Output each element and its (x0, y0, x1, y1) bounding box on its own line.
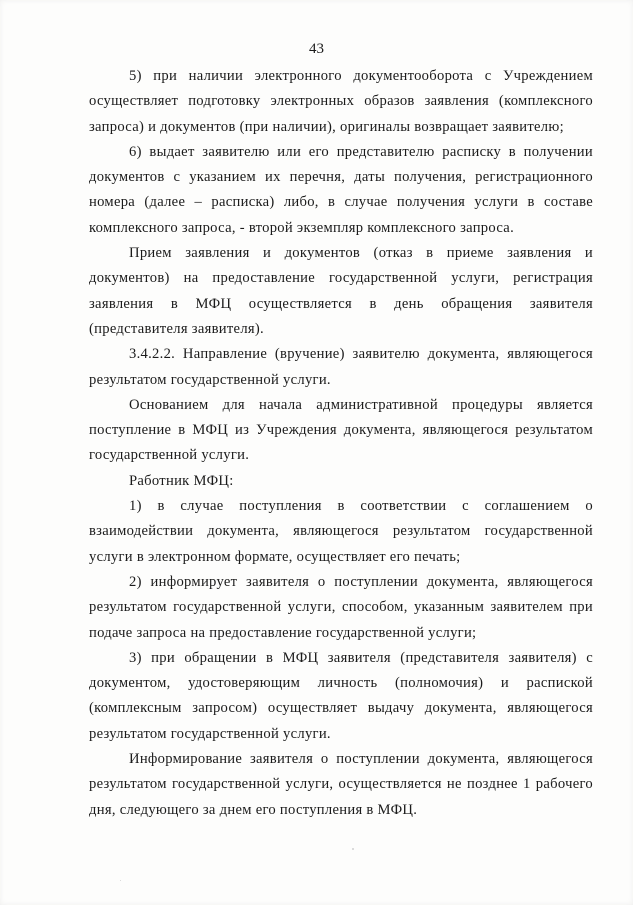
paragraph-informing: Информирование заявителя о поступлении документа, являющегося результатом государственной услуги, осуществляется не позднее 1 рабочего дня, следующего за днем его поступления в МФЦ. (89, 751, 593, 818)
paragraph-basis: Основанием для начала административной процедуры является поступление в МФЦ из Учреждения документа, являющегося результатом государственной услуги. (89, 396, 593, 464)
paragraph-list-item-2: 2) информирует заявителя о поступлении документа, являющегося результатом государственной услуги, способом, указанным заявителем при подаче запроса на предоставление государственной услуги; (89, 573, 593, 641)
scan-speck (120, 880, 121, 881)
scan-speck (352, 848, 354, 850)
paragraph-worker-intro: Работник МФЦ: (129, 472, 234, 489)
page-number: 43 (309, 41, 324, 57)
paragraph-list-item-1: 1) в случае поступления в соответствии с соглашением о взаимодействии документа, являющегося результатом государственной услуги в электронном формате, осуществляет его печать; (89, 498, 593, 565)
paragraph-item-5: 5) при наличии электронного документооборота с Учреждением осуществляет подготовку электронных образов заявления (комплексного запроса) и документов (при наличии), оригиналы возвращает заявителю; (89, 68, 593, 135)
paragraph-reception: Прием заявления и документов (отказ в приеме заявления и документов) на предоставление государственной услуги, регистрация заявления в МФЦ осуществляется в день обращения заявителя (представителя заявителя). (89, 245, 593, 337)
paragraph-list-item-3: 3) при обращении в МФЦ заявителя (представителя заявителя) с документом, удостоверяющим личность (полномочия) и распиской (комплексным запросом) осуществляет выдачу документа, являющегося результатом государственной услуги. (89, 649, 593, 742)
section-heading-3-4-2-2: 3.4.2.2. Направление (вручение) заявителю документа, являющегося результатом государственной услуги. (89, 346, 593, 388)
document-body (89, 64, 593, 823)
paragraph-item-6: 6) выдает заявителю или его представителю расписку в получении документов с указанием их перечня, даты получения, регистрационного номера (далее – расписка) либо, в случае получения услуги в составе комплексного запроса, - второй экземпляр комплексного запроса. (89, 143, 593, 236)
